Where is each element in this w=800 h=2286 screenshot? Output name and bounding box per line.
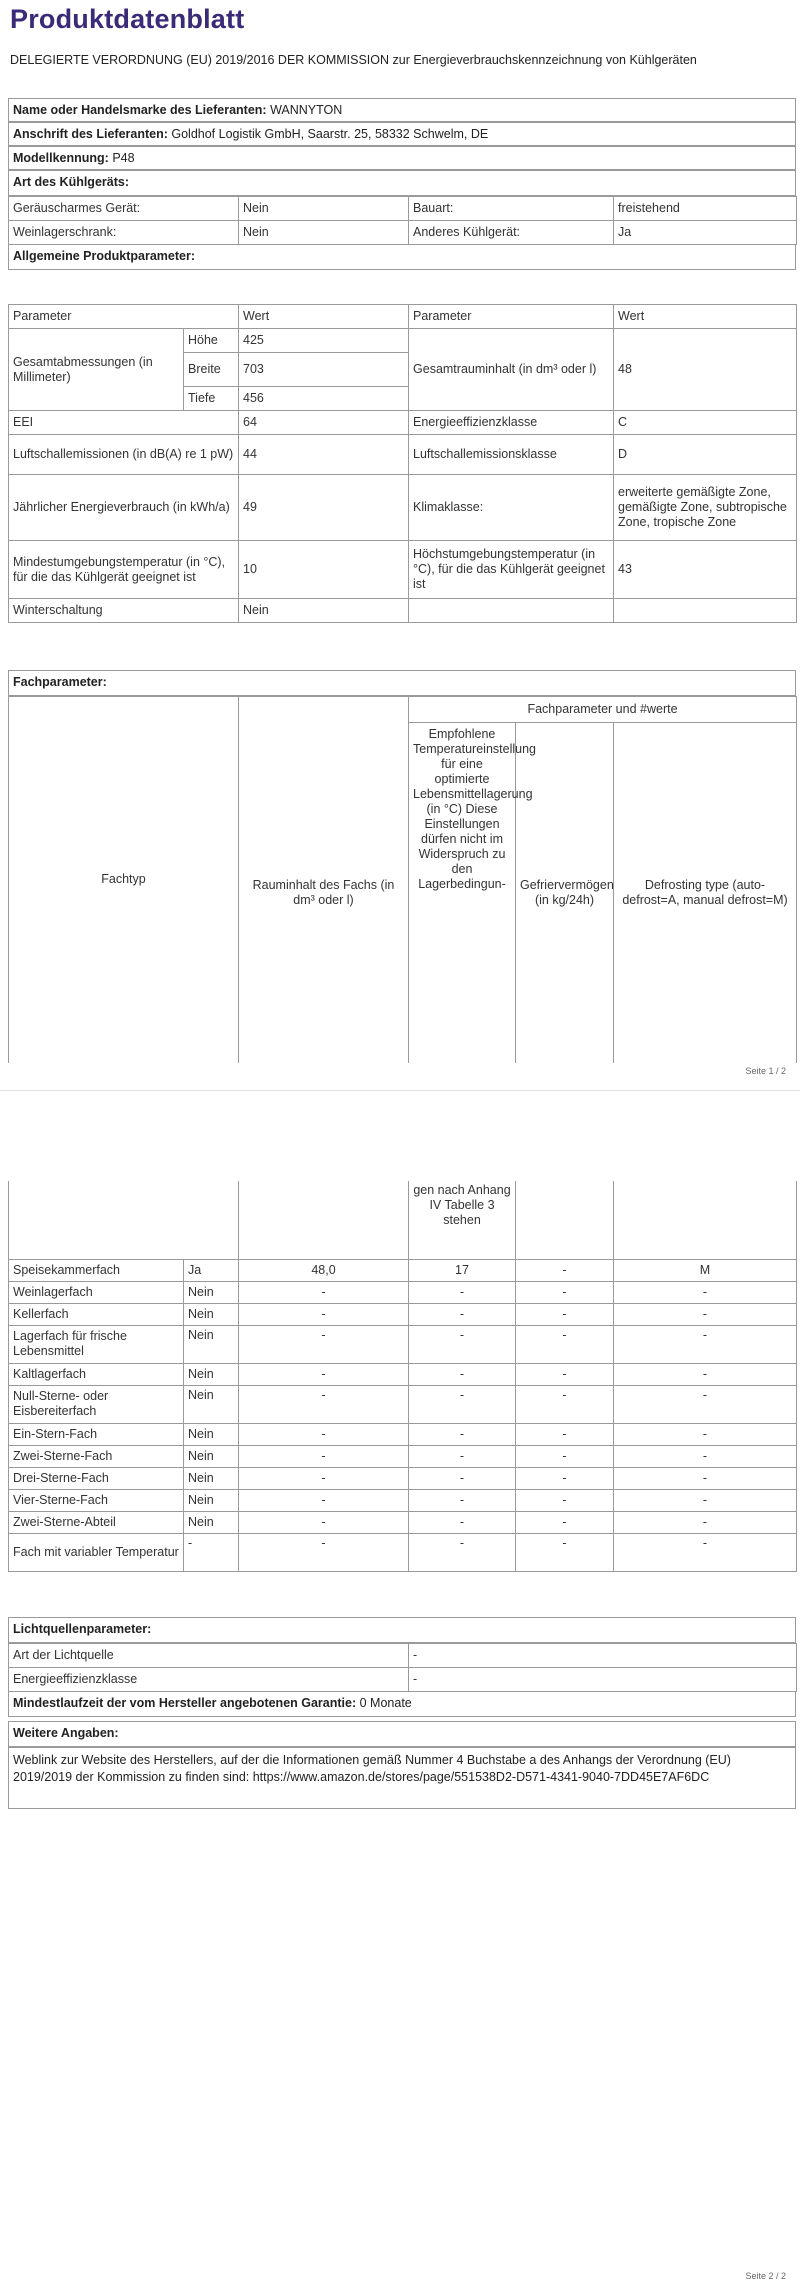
dims-label: Gesamtabmessungen (in Millimeter) xyxy=(9,329,184,411)
light-class-row xyxy=(9,1668,797,1692)
compartment-present-cell: Nein xyxy=(184,1385,239,1423)
noise-label: Luftschallemissionen (in dB(A) re 1 pW) xyxy=(9,435,239,475)
supplier-name-row xyxy=(8,98,796,122)
min-temp-value: 10 xyxy=(239,541,409,599)
compartment-freeze-cell: - xyxy=(516,1489,614,1511)
compartment-defrost-cell: - xyxy=(614,1423,797,1445)
compartment-defrost-cell: - xyxy=(614,1511,797,1533)
compartment-defrost-cell: - xyxy=(614,1489,797,1511)
climate-value: erweiterte gemäßigte Zone, gemäßigte Zone, subtropische Zone, tropische Zone xyxy=(614,475,797,541)
compartment-volume-cell: - xyxy=(239,1325,409,1363)
compartment-freeze-cell: - xyxy=(516,1385,614,1423)
compartment-present-cell: Nein xyxy=(184,1445,239,1467)
compartment-present-cell: Nein xyxy=(184,1511,239,1533)
device-type-row: Weinlagerschrank: Nein Anderes Kühlgerät: Ja xyxy=(9,221,797,245)
compartment-type-cell: Zwei-Sterne-Fach xyxy=(9,1445,184,1467)
compartment-temp-cell: - xyxy=(409,1423,516,1445)
compartment-present-cell: - xyxy=(184,1533,239,1571)
model-label: Modellkennung: xyxy=(13,151,109,165)
page-number: Seite 1 / 2 xyxy=(745,1066,786,1076)
depth-label: Tiefe xyxy=(184,387,239,411)
compartment-freeze-cell: - xyxy=(516,1325,614,1363)
compartment-volume-cell: - xyxy=(239,1385,409,1423)
general-params-heading: Allgemeine Produktparameter: xyxy=(8,244,796,270)
compartment-present-cell: Ja xyxy=(184,1259,239,1281)
compartment-table xyxy=(8,1181,797,1572)
compartment-defrost-cell: M xyxy=(614,1259,797,1281)
energy-class-label: Energieeffizienzklasse xyxy=(409,411,614,435)
winter-value: Nein xyxy=(239,599,409,623)
light-type-row xyxy=(9,1644,797,1668)
col-temp-header-cont: gen nach Anhang IV Tabelle 3 stehen xyxy=(409,1181,516,1259)
table-row xyxy=(9,1385,797,1423)
compartment-freeze-cell: - xyxy=(516,1259,614,1281)
table-row xyxy=(9,1363,797,1385)
page-1 xyxy=(0,0,800,1090)
light-class-label: Energieeffizienzklasse xyxy=(9,1668,409,1692)
compartment-volume-cell: - xyxy=(239,1489,409,1511)
table-row xyxy=(9,1423,797,1445)
compartment-temp-cell: - xyxy=(409,1511,516,1533)
compartment-temp-cell: - xyxy=(409,1489,516,1511)
winter-label: Winterschaltung xyxy=(9,599,239,623)
light-type-label: Art der Lichtquelle xyxy=(9,1644,409,1668)
further-info-text: Weblink zur Website des Herstellers, auf der die Informationen gemäß Nummer 4 Buchstabe a des Anhangs der Verordnung (EU) 2019/2019 der Kommission zu finden sind: https://www.amazon.de/stores/page/551538D2-D571-4341-9040-7DD45E7AF6DC xyxy=(8,1747,796,1809)
noise-class-value: D xyxy=(614,435,797,475)
depth-value: 456 xyxy=(239,387,409,411)
compartment-type-cell: Lagerfach für frische Lebensmittel xyxy=(9,1325,184,1363)
noise-value: 44 xyxy=(239,435,409,475)
compartment-header-table xyxy=(8,696,797,1063)
compartment-volume-cell: - xyxy=(239,1281,409,1303)
width-label: Breite xyxy=(184,353,239,387)
light-class-value: - xyxy=(409,1668,797,1692)
compartment-type-cell: Zwei-Sterne-Abteil xyxy=(9,1511,184,1533)
compartment-freeze-cell: - xyxy=(516,1467,614,1489)
compartment-freeze-cell: - xyxy=(516,1363,614,1385)
noise-row xyxy=(9,435,797,475)
dims-row-height xyxy=(9,329,797,353)
compartment-temp-cell: - xyxy=(409,1303,516,1325)
compartment-params-heading: Fachparameter: xyxy=(8,670,796,696)
height-label: Höhe xyxy=(184,329,239,353)
energy-label: Jährlicher Energieverbrauch (in kWh/a) xyxy=(9,475,239,541)
compartment-temp-cell: - xyxy=(409,1385,516,1423)
compartment-type-cell: Null-Sterne- oder Eisbereiterfach xyxy=(9,1385,184,1423)
device-type-table xyxy=(8,196,797,245)
compartment-volume-cell: - xyxy=(239,1423,409,1445)
col-freeze-header: Gefriervermögen (in kg/24h) xyxy=(516,723,614,1063)
compartment-type-cell: Weinlagerfach xyxy=(9,1281,184,1303)
volume-value: 48 xyxy=(614,329,797,411)
energy-row xyxy=(9,475,797,541)
table-row xyxy=(9,1467,797,1489)
winter-row xyxy=(9,599,797,623)
compartment-volume-cell: - xyxy=(239,1363,409,1385)
compartment-present-cell: Nein xyxy=(184,1423,239,1445)
compartment-type-cell: Drei-Sterne-Fach xyxy=(9,1467,184,1489)
compartment-temp-cell: - xyxy=(409,1363,516,1385)
compartment-defrost-cell: - xyxy=(614,1385,797,1423)
compartment-defrost-cell: - xyxy=(614,1325,797,1363)
volume-label: Gesamtrauminhalt (in dm³ oder l) xyxy=(409,329,614,411)
min-temp-label: Mindestumgebungstemperatur (in °C), für die das Kühlgerät geeignet ist xyxy=(9,541,239,599)
compartment-temp-cell: - xyxy=(409,1467,516,1489)
supplier-name-label: Name oder Handelsmarke des Lieferanten: xyxy=(13,103,267,117)
compartment-rows xyxy=(9,1259,797,1571)
supplier-address-row xyxy=(8,122,796,146)
col-temp-header: Empfohlene Temperatureinstellung für eine optimierte Lebensmittellagerung (in °C) Diese Einstellungen dürfen nicht im Widerspruch zu den Lagerbedingun- xyxy=(409,723,516,1063)
energy-value: 49 xyxy=(239,475,409,541)
device-type-row: Geräuscharmes Gerät: Nein Bauart: freistehend xyxy=(9,197,797,221)
table-row xyxy=(9,1259,797,1281)
supplier-name-value: WANNYTON xyxy=(270,103,343,117)
compartment-freeze-cell: - xyxy=(516,1445,614,1467)
compartment-freeze-cell: - xyxy=(516,1303,614,1325)
further-info-heading: Weitere Angaben: xyxy=(8,1721,796,1747)
model-value: P48 xyxy=(112,151,135,165)
document-title: Produktdatenblatt xyxy=(10,4,245,34)
compartment-type-cell: Speisekammerfach xyxy=(9,1259,184,1281)
temp-row xyxy=(9,541,797,599)
compartment-freeze-cell: - xyxy=(516,1511,614,1533)
eei-row xyxy=(9,411,797,435)
table-row xyxy=(9,1303,797,1325)
compartment-type-cell: Fach mit variabler Temperatur xyxy=(9,1533,184,1571)
table-row xyxy=(9,1445,797,1467)
warranty-value: 0 Monate xyxy=(359,1696,412,1710)
compartment-freeze-cell: - xyxy=(516,1423,614,1445)
energy-class-value: C xyxy=(614,411,797,435)
compartment-defrost-cell: - xyxy=(614,1533,797,1571)
compartment-volume-cell: - xyxy=(239,1303,409,1325)
col-type-header: Fachtyp xyxy=(9,697,239,1063)
warranty-label: Mindestlaufzeit der vom Hersteller angebotenen Garantie: xyxy=(13,1696,357,1710)
compartment-present-cell: Nein xyxy=(184,1303,239,1325)
model-row xyxy=(8,146,796,170)
compartment-temp-cell: - xyxy=(409,1325,516,1363)
compartment-volume-cell: - xyxy=(239,1511,409,1533)
max-temp-label: Höchstumgebungstemperatur (in °C), für die das Kühlgerät geeignet ist xyxy=(409,541,614,599)
compartment-volume-cell: - xyxy=(239,1445,409,1467)
compartment-temp-cell: - xyxy=(409,1281,516,1303)
supplier-address-label: Anschrift des Lieferanten: xyxy=(13,127,168,141)
table-row xyxy=(9,1511,797,1533)
col-defrost-header: Defrosting type (auto-defrost=A, manual defrost=M) xyxy=(614,723,797,1063)
max-temp-value: 43 xyxy=(614,541,797,599)
supplier-address-value: Goldhof Logistik GmbH, Saarstr. 25, 58332 Schwelm, DE xyxy=(171,127,489,141)
compartment-type-cell: Ein-Stern-Fach xyxy=(9,1423,184,1445)
compartment-defrost-cell: - xyxy=(614,1303,797,1325)
device-type-heading: Art des Kühlgeräts: xyxy=(8,170,796,196)
compartment-freeze-cell: - xyxy=(516,1533,614,1571)
page-number: Seite 2 / 2 xyxy=(745,2271,786,2281)
compartment-present-cell: Nein xyxy=(184,1489,239,1511)
compartment-temp-cell: - xyxy=(409,1533,516,1571)
table-row xyxy=(9,1325,797,1363)
compartment-volume-cell: - xyxy=(239,1533,409,1571)
compartment-defrost-cell: - xyxy=(614,1467,797,1489)
compartment-type-cell: Kellerfach xyxy=(9,1303,184,1325)
compartment-volume-cell: - xyxy=(239,1467,409,1489)
compartment-volume-cell: 48,0 xyxy=(239,1259,409,1281)
noise-class-label: Luftschallemissionsklasse xyxy=(409,435,614,475)
page-2 xyxy=(0,1090,800,2286)
compartment-header-cont xyxy=(9,1181,797,1259)
compartment-freeze-cell: - xyxy=(516,1281,614,1303)
table-row xyxy=(9,1281,797,1303)
compartment-present-cell: Nein xyxy=(184,1325,239,1363)
warranty-row xyxy=(8,1691,796,1717)
light-params-heading: Lichtquellenparameter: xyxy=(8,1617,796,1643)
compartment-present-cell: Nein xyxy=(184,1363,239,1385)
compartment-temp-cell: - xyxy=(409,1445,516,1467)
compartment-temp-cell: 17 xyxy=(409,1259,516,1281)
table-row xyxy=(9,1533,797,1571)
group-header: Fachparameter und #werte xyxy=(409,697,797,723)
eei-value: 64 xyxy=(239,411,409,435)
col-volume-header: Rauminhalt des Fachs (in dm³ oder l) xyxy=(239,723,409,1063)
compartment-defrost-cell: - xyxy=(614,1445,797,1467)
compartment-defrost-cell: - xyxy=(614,1281,797,1303)
width-value: 703 xyxy=(239,353,409,387)
general-header-row: Parameter Wert Parameter Wert xyxy=(9,305,797,329)
document-subtitle: DELEGIERTE VERORDNUNG (EU) 2019/2016 DER KOMMISSION zur Energieverbrauchskennzeichnung von Kühlgeräten xyxy=(10,53,697,67)
compartment-present-cell: Nein xyxy=(184,1281,239,1303)
height-value: 425 xyxy=(239,329,409,353)
climate-label: Klimaklasse: xyxy=(409,475,614,541)
light-table xyxy=(8,1643,797,1692)
eei-label: EEI xyxy=(9,411,239,435)
compartment-defrost-cell: - xyxy=(614,1363,797,1385)
compartment-type-cell: Kaltlagerfach xyxy=(9,1363,184,1385)
light-type-value: - xyxy=(409,1644,797,1668)
general-params-table xyxy=(8,304,797,623)
table-row xyxy=(9,1489,797,1511)
compartment-type-cell: Vier-Sterne-Fach xyxy=(9,1489,184,1511)
compartment-present-cell: Nein xyxy=(184,1467,239,1489)
